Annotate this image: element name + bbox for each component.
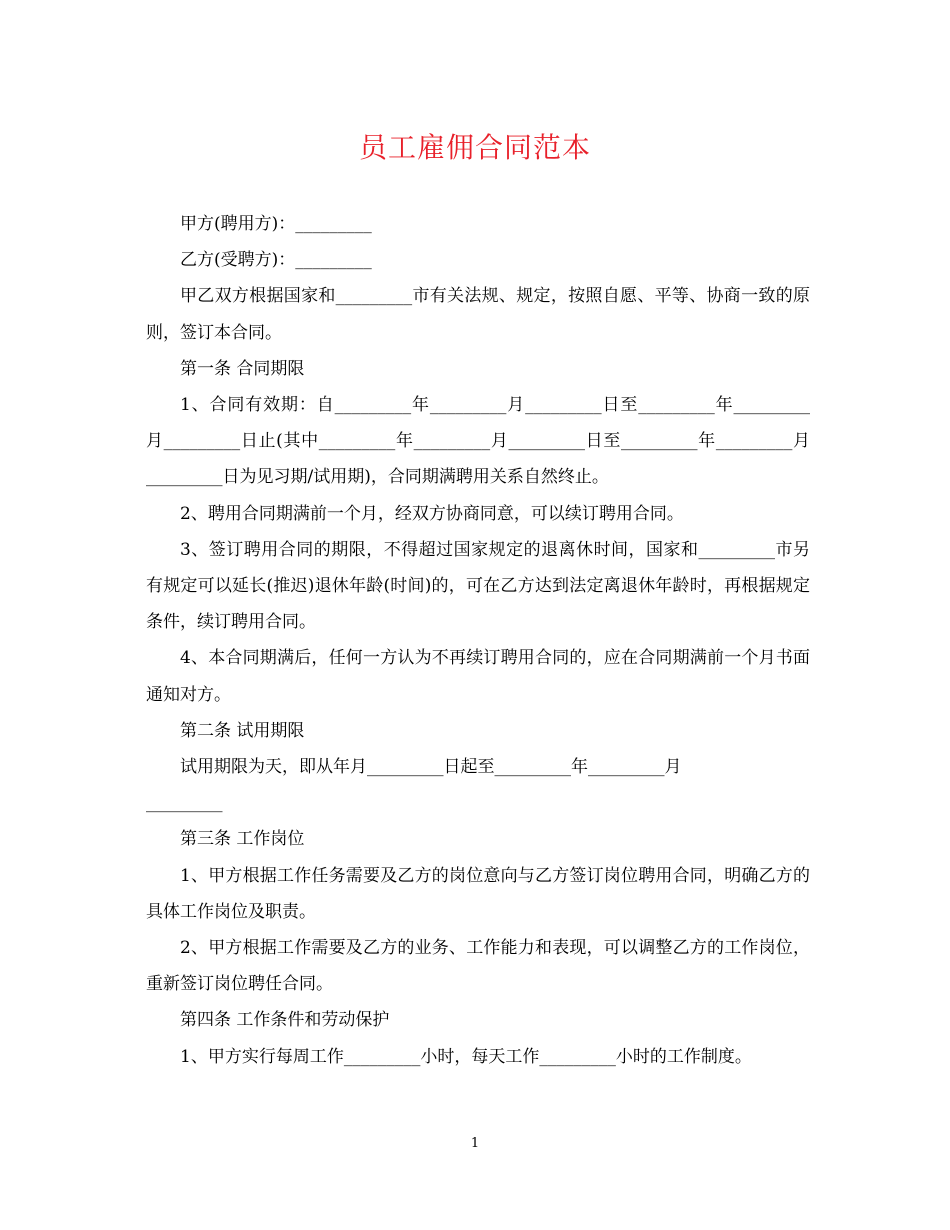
article-2-clause: 试用期限为天，即从年月_________日起至_________年_________月 — [180, 757, 682, 778]
article-1-clause-4: 4、本合同期满后，任何一方认为不再续订聘用合同的，应在合同期满前一个月书面通知对方。 — [146, 648, 810, 705]
page-number: 1 — [470, 1136, 480, 1151]
article-2-blank-line: _________ — [146, 793, 223, 814]
preamble-paragraph: 甲乙双方根据国家和_________市有关法规、规定，按照自愿、平等、协商一致的原则，签订本合同。 — [146, 286, 810, 343]
party-a-line: 甲方(聘用方)：_________ — [180, 214, 372, 234]
article-4-heading: 第四条 工作条件和劳动保护 — [180, 1010, 390, 1031]
document-body — [146, 206, 810, 1075]
article-1-clause-2: 2、聘用合同期满前一个月，经双方协商同意，可以续订聘用合同。 — [180, 503, 684, 524]
article-3-clause-1: 1、甲方根据工作任务需要及乙方的岗位意向与乙方签订岗位聘用合同，明确乙方的具体工作岗位及职责。 — [146, 865, 810, 922]
article-1-clause-1: 1、合同有效期：自_________年_________月_________日至_________年_________月_________日止(其中_________年_________月_________日至_________年_________月_________日为见习期/试用期)，合同期满聘用关系自然终止。 — [146, 395, 810, 488]
document-title: 员工雇佣合同范本 — [358, 131, 591, 164]
party-b-line: 乙方(受聘方)：_________ — [180, 250, 372, 271]
article-3-heading: 第三条 工作岗位 — [180, 829, 305, 850]
article-3-clause-2: 2、甲方根据工作需要及乙方的业务、工作能力和表现，可以调整乙方的工作岗位，重新签订岗位聘任合同。 — [146, 938, 810, 995]
article-2-heading: 第二条 试用期限 — [180, 720, 305, 741]
article-1-clause-3: 3、签订聘用合同的期限，不得超过国家规定的退离休时间，国家和_________市另有规定可以延长(推迟)退休年龄(时间)的，可在乙方达到法定离退休年龄时，再根据规定条件，续订聘用合同。 — [146, 539, 810, 633]
article-4-clause-1: 1、甲方实行每周工作_________小时，每天工作_________小时的工作制度。 — [180, 1046, 752, 1067]
article-1-heading: 第一条 合同期限 — [180, 358, 305, 379]
